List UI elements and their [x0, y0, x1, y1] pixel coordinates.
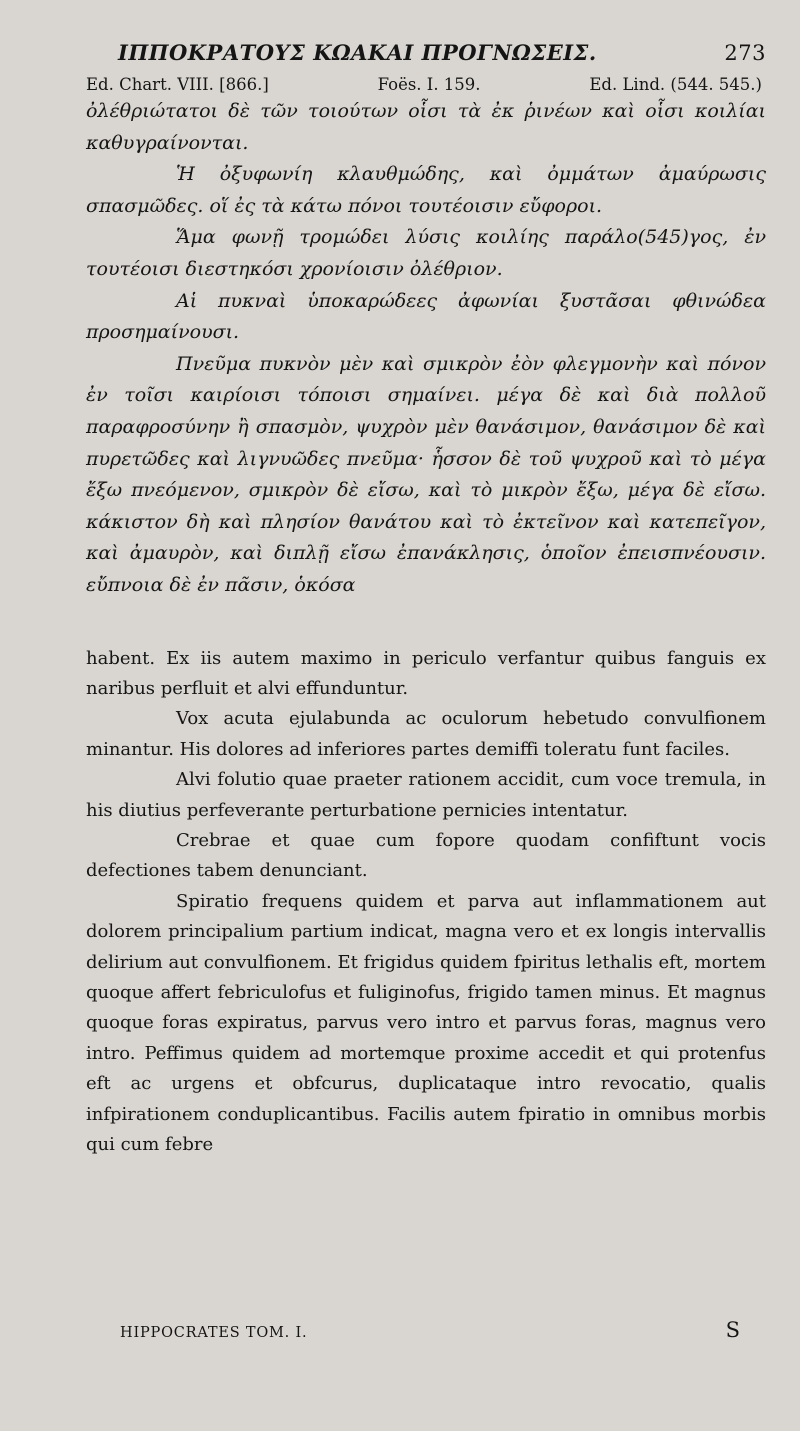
edition-references	[86, 75, 766, 94]
running-head-title: ΙΠΠΟΚΡΑΤΟΥΣ ΚΩΑΚΑΙ ΠΡΟΓΝΩΣΕΙΣ.	[118, 40, 597, 65]
page-number: 273	[724, 41, 766, 65]
running-head	[118, 40, 766, 65]
signature-mark: S	[725, 1318, 740, 1342]
latin-text	[86, 644, 766, 1161]
latin-paragraph: Spiratio frequens quidem et parva aut inflammationem aut dolorem principalium partium indicat, magna vero et ex longis intervallis delirium aut convulfionem. Et frigidus quidem fpiritus lethalis eft, mortem quoque affert febriculofus et fuliginofus, frigido tamen minus. Et magnus quoque foras expiratus, parvus vero intro et parvus foras, magnus vero intro. Peffimus quidem ad mortemque proxime accedit et qui protenfus eft ac urgens et obfcurus, duplicataque intro revocatio, qualis infpirationem conduplicantibus. Facilis autem fpiratio in omnibus morbis qui cum febre	[86, 890, 766, 1155]
edition-linden: Ed. Lind. (544. 545.)	[589, 75, 762, 94]
greek-paragraph: Ἅμα φωνῇ τρομώδει λύσις κοιλίης παράλο(545)γος, ἐν τουτέοισι διεστηκόσι χρονίοισιν ὀλέθριον.	[86, 226, 766, 280]
greek-paragraph: Ἡ ὀξυφωνίη κλαυθμώδης, καὶ ὀμμάτων ἀμαύρωσις σπασμῶδες. οἵ ἐς τὰ κάτω πόνοι τουτέοισιν εὔφοροι.	[86, 163, 766, 217]
volume-line: HIPPOCRATES TOM. I.	[120, 1325, 308, 1341]
greek-paragraph: ὀλέθριώτατοι δὲ τῶν τοιούτων οἷσι τὰ ἐκ ῥινέων καὶ οἷσι κοιλίαι καθυγραίνονται.	[86, 100, 766, 154]
greek-text	[86, 96, 766, 602]
edition-chartier: Ed. Chart. VIII. [866.]	[86, 75, 269, 94]
latin-paragraph: habent. Ex iis autem maximo in periculo verfantur quibus fanguis ex naribus perfluit et alvi effunduntur.	[86, 647, 766, 699]
latin-paragraph: Crebrae et quae cum fopore quodam confiftunt vocis defectiones tabem denunciant.	[86, 829, 766, 882]
latin-paragraph: Vox acuta ejulabunda ac oculorum hebetudo convulfionem minantur. His dolores ad inferiores partes demiffi toleratu funt faciles.	[86, 708, 766, 760]
page-footer	[120, 1318, 762, 1342]
latin-paragraph: Alvi folutio quae praeter rationem accidit, cum voce tremula, in his diutius perfeverante perturbatione pernicies intentatur.	[86, 769, 766, 821]
greek-paragraph: Αἱ πυκναὶ ὑποκαρώδεες ἀφωνίαι ξυστᾶσαι φθινώδεα προσημαίνουσι.	[86, 289, 766, 344]
greek-paragraph: Πνεῦμα πυκνὸν μὲν καὶ σμικρὸν ἐὸν φλεγμονὴν καὶ πόνον ἐν τοῖσι καιρίοισι τόποισι σημαίνει. μέγα δὲ καὶ διὰ πολλοῦ παραφροσύνην ἢ σπασμὸν, ψυχρὸν μὲν θανάσιμον, θανάσιμον δὲ καὶ πυρετῶδες καὶ λιγνυῶδες πνεῦμα· ἧσσον δὲ τοῦ ψυχροῦ καὶ τὸ μέγα ἔξω πνεόμενον, σμικρὸν δὲ εἴσω, καὶ τὸ μικρὸν ἔξω, μέγα δὲ εἴσω. κάκιστον δὴ καὶ πλησίον θανάτου καὶ τὸ ἐκτεῖνον καὶ κατεπεῖγον, καὶ ἀμαυρὸν, καὶ διπλῇ εἴσω ἐπανάκλησις, ὁποῖον ἐπεισπνέουσιν. εὔπνοια δὲ ἐν πᾶσιν, ὁκόσα	[86, 352, 766, 596]
edition-foes: Foës. I. 159.	[377, 75, 481, 94]
